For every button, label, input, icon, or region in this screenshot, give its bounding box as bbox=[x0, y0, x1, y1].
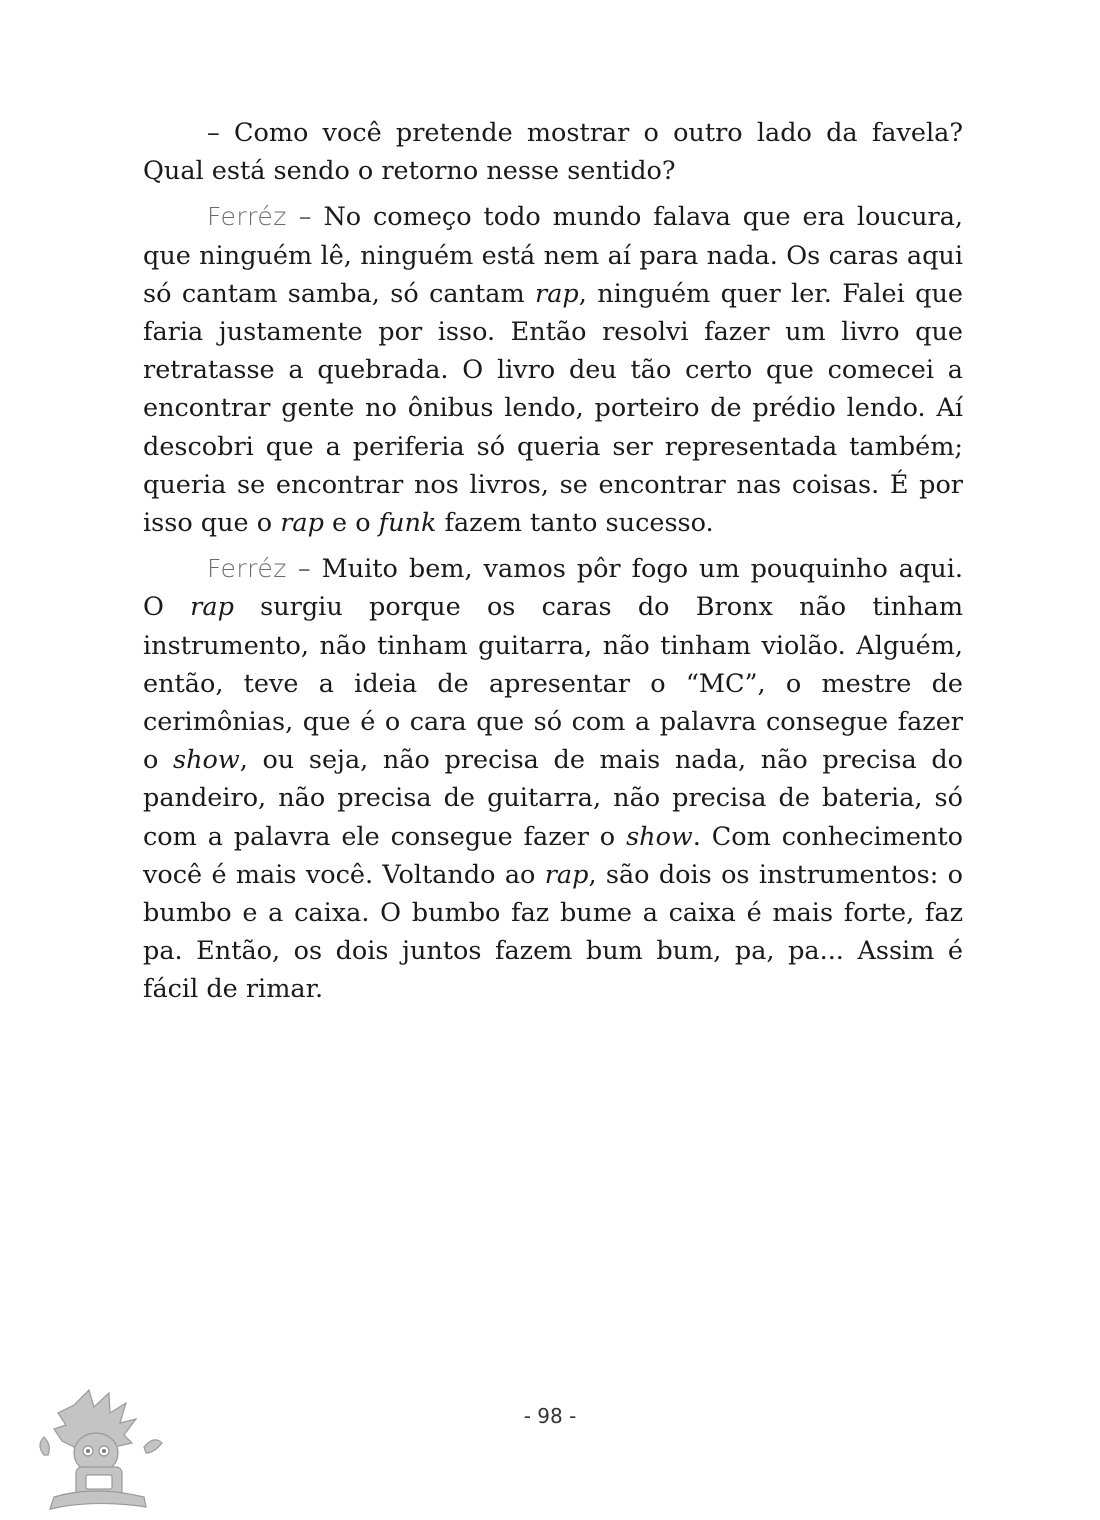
speaker-label: Ferréz bbox=[207, 554, 287, 584]
page-number: - 98 - bbox=[523, 1404, 577, 1428]
italic-term: funk bbox=[378, 508, 437, 539]
italic-term: show bbox=[626, 821, 693, 852]
italic-term: show bbox=[173, 745, 240, 776]
text-run: . Com conhecimento você é mais você. Voltando ao bbox=[143, 821, 963, 890]
paragraph bbox=[143, 114, 963, 190]
text-run: fazem tanto sucesso. bbox=[436, 508, 714, 539]
italic-term: rap bbox=[190, 592, 234, 623]
text-run: , são dois os instrumentos: o bumbo e a caixa. O bumbo faz bume a caixa é mais forte, faz pa. Então, os dois juntos fazem bum bum, pa, pa... Assim é fácil de rimar. bbox=[143, 859, 964, 1005]
text-run: – Como você pretende mostrar o outro lado da favela? Qual está sendo o retorno nesse sentido? bbox=[143, 118, 963, 187]
paragraph bbox=[143, 198, 963, 542]
text-run: , ou seja, não precisa de mais nada, não precisa do pandeiro, não precisa de guitarra, não precisa de bateria, só com a palavra ele consegue fazer o bbox=[143, 745, 963, 852]
text-run: , ninguém quer ler. Falei que faria justamente por isso. Então resolvi fazer um livro que retratasse a quebrada. O livro deu tão certo que comecei a encontrar gente no ônibus lendo, porteiro de prédio lendo. Aí descobri que a periferia só queria ser representada também; queria se encontrar nos livros, se encontrar nas coisas. É por isso que o bbox=[143, 278, 963, 539]
page-body bbox=[143, 114, 963, 1009]
italic-term: rap bbox=[280, 508, 324, 539]
italic-term: rap bbox=[544, 859, 589, 890]
speaker-dash: – bbox=[286, 554, 311, 585]
text-run: Muito bem, vamos pôr fogo um pouquinho aqui. O bbox=[143, 554, 963, 623]
speaker-dash: – bbox=[286, 202, 312, 233]
text-run: No começo todo mundo falava que era loucura, que ninguém lê, ninguém está nem aí para nada. Os caras aqui só cantam samba, só cantam bbox=[143, 202, 963, 309]
italic-term: rap bbox=[535, 278, 579, 309]
paragraph bbox=[143, 550, 963, 1008]
speaker-label: Ferréz bbox=[207, 202, 287, 232]
text-run: e o bbox=[323, 508, 379, 539]
text-run: surgiu porque os caras do Bronx não tinham instrumento, não tinham guitarra, não tinham violão. Alguém, então, teve a ideia de apresentar o “MC”, o mestre de cerimônias, que é o cara que só com a palavra consegue fazer o bbox=[143, 592, 963, 776]
